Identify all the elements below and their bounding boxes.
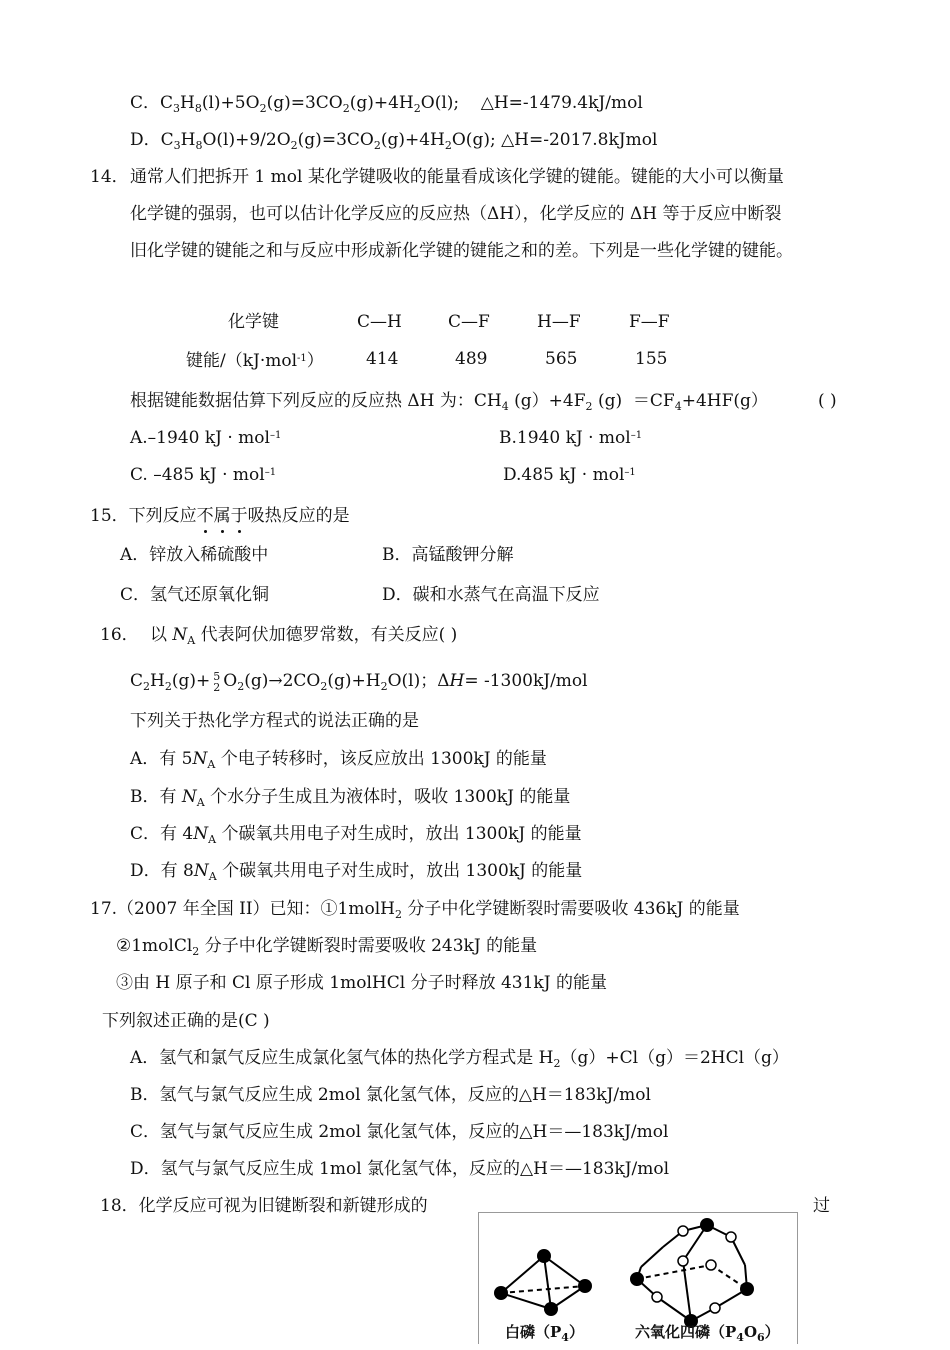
q15-option-b: B．高锰酸钾分解 [382,545,514,565]
q14-question: 根据键能数据估算下列反应的反应热 ΔH 为：$CH_4$ $(g)+4F_2$ $(g) =CF_4+4HF(g)$ [130,391,768,413]
q17-option-d: D．氢气与氯气反应生成 1mol 氯化氢气体，反应的△H＝—183kJ/mol [130,1159,670,1179]
table-bond-3: H—F [537,312,581,332]
q17-line-3: ③由 H 原子和 Cl 原子形成 1molHCl 分子时释放 431kJ 的能量 [116,973,607,993]
q16-option-d: D．有 $8N_A$ 个碳氧共用电子对生成时，放出 1300kJ 的能量 [130,861,583,883]
q17-stem: 17.（2007 年全国 II）已知：①1molH$_2$ 分子中化学键断裂时需要吸收 436kJ 的能量 [90,899,740,921]
q16-equation: $C_2H_2(g)+$ 5 2 $O_2(g)\to 2CO_2(g)+H_2O(l)$；ΔH= -1300kJ/mol [130,669,588,694]
q17-line-4: 下列叙述正确的是(C ) [102,1011,270,1031]
q16-number: 16． [100,625,139,645]
q18-stem: 18．化学反应可视为旧键断裂和新键形成的 [100,1196,428,1216]
q17-option-b: B．氢气与氯气反应生成 2mol 氯化氢气体，反应的△H＝183kJ/mol [130,1085,651,1105]
q18-stem-tail: 过 [813,1196,830,1216]
q13-option-c: C．$C_3H_8(l)+5O_2(g)=3CO_2(g)+4H_2O(l)$; △H=-1479.4kJ/mol [130,93,643,115]
q14-number: 14． [90,167,129,187]
q14-text-line-3: 旧化学键的键能之和与反应中形成新化学键的键能之和的差。下列是一些化学键的键能。 [130,241,793,261]
q13-option-d: D．$C_3H_8O(l)+9/2O_2(g)=3CO_2(g)+4H_2O(g)$; △H=-2017.8kJmol [130,130,658,152]
p4o6-caption: 六氧化四磷$(P_4O_6)$ [635,1323,780,1344]
table-bond-2: C—F [448,312,490,332]
q14-option-a: A.–1940 kJ · mol$^{-1}$ [130,428,282,448]
emphasis-char: 不 [196,506,214,526]
q16-option-c: C．有 $4N_A$ 个碳氧共用电子对生成时，放出 1300kJ 的能量 [130,824,582,846]
table-bond-4: F—F [629,312,670,332]
q16-option-a: A．有 $5N_A$ 个电子转移时，该反应放出 1300kJ 的能量 [130,749,547,771]
table-value-3: 565 [545,349,578,369]
q14-text-line-2: 化学键的强弱，也可以估计化学反应的反应热（ΔH），化学反应的 ΔH 等于反应中断裂 [130,204,782,224]
q15-stem: 15．下列反应不属于吸热反应的是 [90,506,350,526]
q15-option-c: C．氢气还原氧化铜 [120,585,270,605]
q16-option-b: B．有 $N_A$ 个水分子生成且为液体时，吸收 1300kJ 的能量 [130,787,571,809]
q14-text-line-1: 通常人们把拆开 1 mol 某化学键吸收的能量看成该化学键的键能。键能的大小可以衡量 [130,167,784,187]
table-value-2: 489 [455,349,488,369]
q17-option-a: A．氢气和氯气反应生成氯化氢气体的热化学方程式是 $H_2(g)+Cl(g)=2HCl(g)$ [130,1048,789,1070]
q17-line-2: ②1molCl$_2$ 分子中化学键断裂时需要吸收 243kJ 的能量 [116,936,538,958]
table-header-label: 化学键 [228,312,279,332]
q17-option-c: C．氢气与氯气反应生成 2mol 氯化氢气体，反应的△H＝—183kJ/mol [130,1122,669,1142]
q15-option-a: A．锌放入稀硫酸中 [120,545,269,565]
q14-option-c: C. –485 kJ · mol$^{-1}$ [130,465,277,485]
q14-option-b: B.1940 kJ · mol$^{-1}$ [499,428,643,448]
table-row-label: 键能/（kJ·mol$^{-1}$） [186,351,324,371]
table-value-1: 414 [366,349,399,369]
table-bond-1: C—H [357,312,402,332]
emphasis-char: 属 [213,506,231,526]
q16-intro: 下列关于热化学方程式的说法正确的是 [130,711,419,731]
white-phosphorus-molecule [494,1249,592,1316]
table-value-4: 155 [635,349,668,369]
q14-answer-bracket: ( ) [818,391,837,411]
p4o6-molecule [630,1218,754,1328]
q14-option-d: D.485 kJ · mol$^{-1}$ [503,465,636,485]
emphasis-char: 于 [230,506,248,526]
q16-stem: 以 $N_A$ 代表阿伏加德罗常数，有关反应( ) [150,625,458,647]
q15-option-d: D．碳和水蒸气在高温下反应 [382,585,600,605]
fraction-five-halves: 5 2 [213,669,221,694]
phosphorus-structure-figure [478,1212,798,1344]
white-phosphorus-caption: 白磷$(P_4)$ [505,1323,584,1344]
